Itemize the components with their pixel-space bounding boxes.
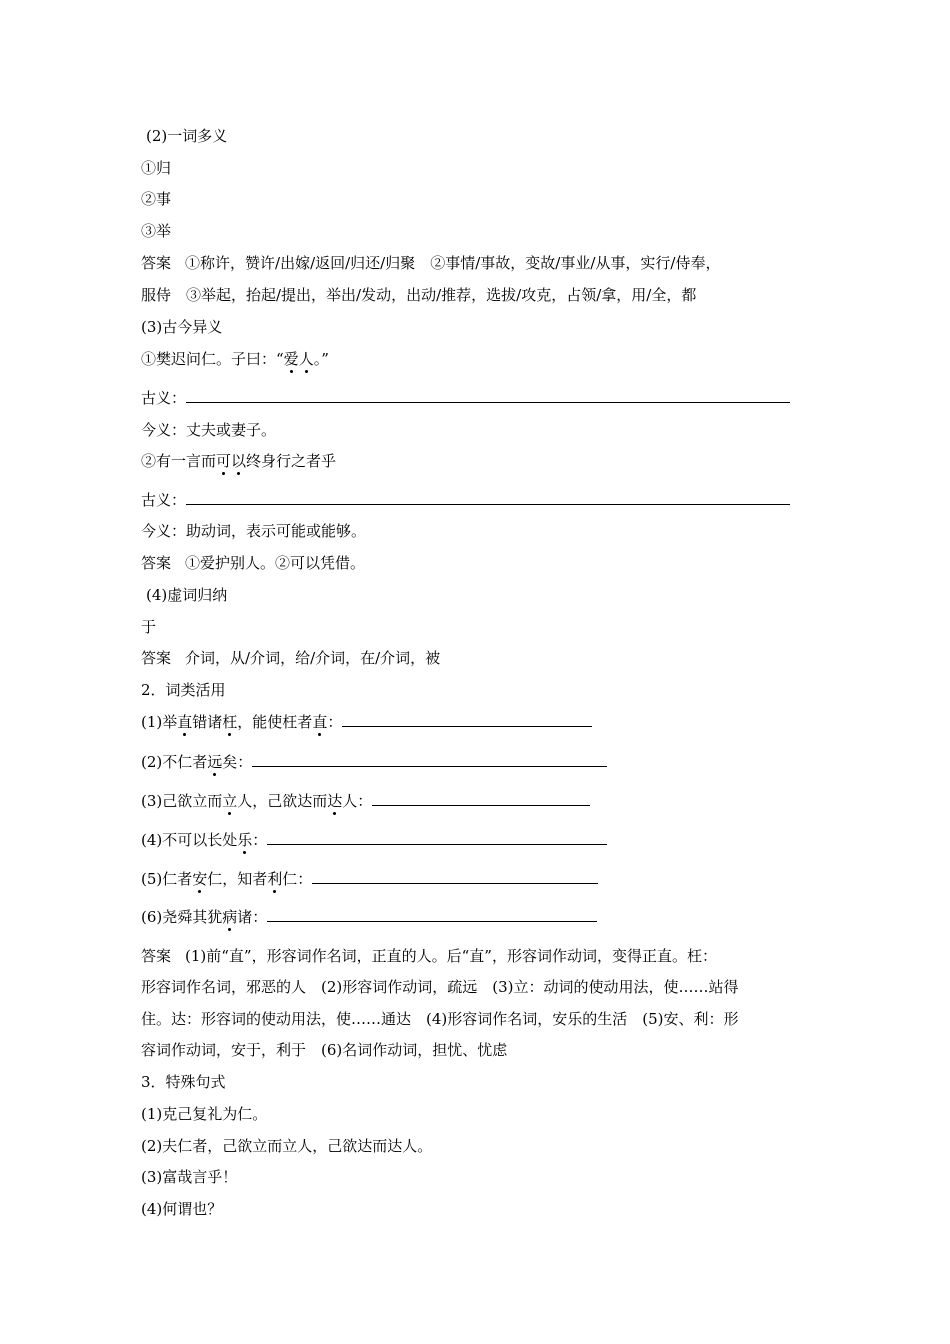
answer-line — [141, 946, 717, 966]
question-line — [141, 451, 336, 471]
sentence-item: (1)克己复礼为仁。 — [141, 1105, 268, 1123]
section-heading-sentences: 3．特殊句式 — [141, 1073, 226, 1091]
answer-blank[interactable] — [186, 490, 790, 505]
question-text: 人： — [342, 792, 373, 810]
function-word-item: 于 — [141, 618, 157, 636]
question-text: ： — [252, 831, 268, 849]
emphasized-char: 可 — [216, 452, 232, 470]
modern-meaning: 今义：助动词，表示可能或能够。 — [141, 522, 367, 540]
ancient-meaning-label: 古义： — [141, 491, 187, 509]
answer-text: 形容词作名词，邪恶的人 (2)形容词作动词，疏远 (3)立：动词的使动用法，使……站得 — [141, 978, 739, 996]
question-text: 。” — [313, 350, 329, 368]
question-text: 仁，知者 — [207, 870, 268, 888]
emphasized-char: 以 — [231, 452, 247, 470]
answer-label: 答案 — [141, 254, 172, 272]
emphasized-char: 安 — [192, 870, 208, 888]
answer-label: 答案 — [141, 649, 172, 667]
question-text: (1)举 — [141, 713, 178, 731]
emphasized-char: 直 — [312, 713, 328, 731]
question-line — [141, 791, 590, 811]
question-line — [141, 712, 592, 732]
question-text: ①樊迟问仁。子曰：“ — [141, 350, 284, 368]
question-text: (2)不仁者 — [141, 753, 208, 771]
answer-label: 答案 — [141, 554, 172, 572]
question-text: ②有一言而 — [141, 452, 217, 470]
question-text: ： — [327, 713, 343, 731]
question-text: (4)不可以长处 — [141, 831, 238, 849]
emphasized-char: 立 — [222, 792, 238, 810]
polysemy-item: ③举 — [141, 222, 172, 240]
sentence-item: (4)何谓也？ — [141, 1200, 223, 1218]
section-heading-function-words: (4)虚词归纳 — [146, 586, 228, 604]
answer-blank[interactable] — [312, 869, 598, 884]
emphasized-char: 利 — [267, 870, 283, 888]
question-text: 错诸 — [192, 713, 223, 731]
emphasized-char: 乐 — [237, 831, 253, 849]
question-text: 诸： — [237, 908, 268, 926]
question-text: (3)己欲立而 — [141, 792, 223, 810]
question-text: 仁： — [282, 870, 313, 888]
modern-meaning: 今义：丈夫或妻子。 — [141, 421, 277, 439]
question-line — [141, 752, 607, 772]
section-heading-word-class: 2．词类活用 — [141, 681, 226, 699]
emphasized-char: 达 — [327, 792, 343, 810]
answer-blank[interactable] — [186, 388, 790, 403]
question-text: 矣： — [222, 753, 253, 771]
question-text: ，能使枉者 — [237, 713, 313, 731]
question-line — [141, 830, 607, 850]
answer-blank[interactable] — [267, 907, 597, 922]
answer-blank[interactable] — [372, 791, 590, 806]
question-text: 终身行之者乎 — [246, 452, 337, 470]
polysemy-item: ①归 — [141, 159, 172, 177]
emphasized-char: 病 — [222, 908, 238, 926]
question-text: 人，己欲达而 — [237, 792, 328, 810]
answer-line — [141, 553, 365, 573]
answer-text: (1)前“直”，形容词作名词，正直的人。后“直”，形容词作动词，变得正直。枉： — [185, 947, 717, 965]
answer-text: 服侍 ③举起，抬起/提出，举出/发动，出动/推荐，选拔/攻克，占领/拿，用/全，都 — [141, 286, 697, 304]
emphasized-char: 直 — [177, 713, 193, 731]
question-line — [141, 869, 598, 889]
fill-line — [141, 490, 790, 510]
answer-blank[interactable] — [267, 830, 607, 845]
answer-line — [141, 648, 440, 668]
question-line — [141, 907, 597, 927]
sentence-item: (2)夫仁者，己欲立而立人，己欲达而达人。 — [141, 1137, 433, 1155]
answer-text: 介词，从/介词，给/介词，在/介词，被 — [185, 649, 441, 667]
sentence-item: (3)富哉言乎！ — [141, 1168, 238, 1186]
section-heading-polysemy: (2)一词多义 — [146, 127, 228, 145]
question-text: (5)仁者 — [141, 870, 193, 888]
polysemy-item: ②事 — [141, 190, 172, 208]
answer-blank[interactable] — [342, 712, 592, 727]
question-text: (6)尧舜其犹 — [141, 908, 223, 926]
answer-line — [141, 253, 720, 273]
emphasized-char: 人 — [298, 350, 314, 368]
emphasized-char: 爱 — [283, 350, 299, 368]
answer-text: 容词作动词，安于，利于 (6)名词作动词，担忧、忧虑 — [141, 1041, 508, 1059]
answer-text: ①称许，赞许/出嫁/返回/归还/归聚 ②事情/事故，变故/事业/从事，实行/侍奉， — [185, 254, 721, 272]
question-line — [141, 349, 329, 369]
answer-text: ①爱护别人。②可以凭借。 — [185, 554, 366, 572]
ancient-meaning-label: 古义： — [141, 389, 187, 407]
emphasized-char: 枉 — [222, 713, 238, 731]
fill-line — [141, 388, 790, 408]
answer-text: 住。达：形容词的使动用法，使……通达 (4)形容词作名词，安乐的生活 (5)安、利：形 — [141, 1010, 739, 1028]
answer-blank[interactable] — [252, 752, 607, 767]
emphasized-char: 远 — [207, 753, 223, 771]
section-heading-ancient-modern: (3)古今异义 — [141, 318, 223, 336]
answer-label: 答案 — [141, 947, 172, 965]
